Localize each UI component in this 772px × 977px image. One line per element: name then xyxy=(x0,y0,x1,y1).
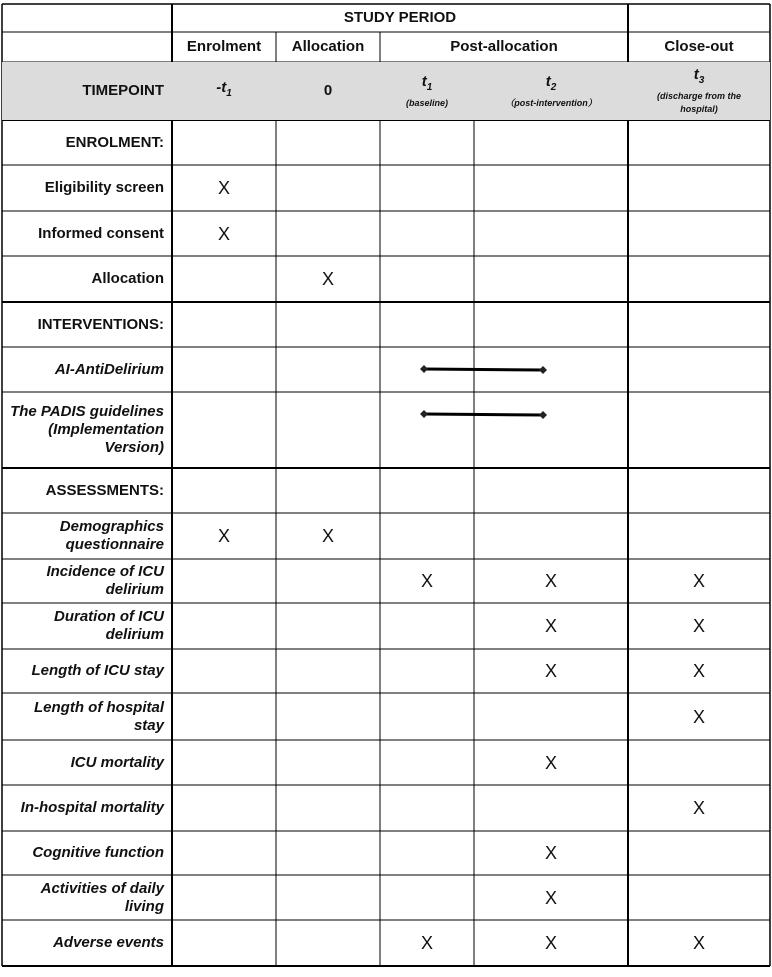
timepoint-label: TIMEPOINT xyxy=(2,62,172,120)
intervention-span-line xyxy=(424,414,543,415)
timepoint-t2: $t_2$ （post-intervention） xyxy=(474,62,628,120)
schedule-mark: X xyxy=(692,616,705,636)
schedule-mark: X xyxy=(217,526,230,546)
schedule-mark: X xyxy=(544,661,557,681)
timepoint-enrolment: $-t_1$ xyxy=(172,62,276,120)
schedule-mark: X xyxy=(544,752,557,773)
schedule-mark: X xyxy=(692,798,705,818)
schedule-mark: X xyxy=(692,661,705,681)
schedule-mark: X xyxy=(321,526,334,546)
enrolment-header: Enrolment xyxy=(186,38,262,55)
row-label: Activities of daily living xyxy=(40,879,164,915)
schedule-mark: X xyxy=(217,178,230,198)
schedule-mark: X xyxy=(321,269,334,289)
schedule-mark: X xyxy=(420,933,433,953)
row-label: The PADIS guidelines (Implementation Version) xyxy=(10,403,164,456)
row-label: In-hospital mortality xyxy=(20,799,164,816)
row-label: ICU mortality xyxy=(70,753,164,771)
row-label: Demographics questionnaire xyxy=(59,518,164,553)
span-endpoint-diamond xyxy=(420,365,428,373)
schedule-mark: X xyxy=(544,843,557,863)
row-label: Incidence of ICU delirium xyxy=(46,563,164,598)
study-period-header: STUDY PERIOD xyxy=(343,9,457,26)
span-endpoint-diamond xyxy=(539,366,547,374)
row-label: Duration of ICU delirium xyxy=(54,608,164,643)
schedule-mark: X xyxy=(692,706,705,727)
section-heading: INTERVENTIONS: xyxy=(37,315,164,333)
close-out-header: Close-out xyxy=(664,38,734,55)
row-label: Length of hospital stay xyxy=(34,698,164,734)
schedule-mark: X xyxy=(217,223,230,244)
row-label: Adverse events xyxy=(53,934,164,951)
schedule-mark: X xyxy=(544,616,557,636)
section-heading: ENROLMENT: xyxy=(65,133,164,151)
timepoint-allocation: 0 xyxy=(276,62,380,120)
row-label: Eligibility screen xyxy=(44,179,164,196)
row-label: AI-AntiDelirium xyxy=(54,360,164,378)
row-label: Allocation xyxy=(91,270,164,287)
schedule-mark: X xyxy=(692,933,705,953)
allocation-header: Allocation xyxy=(291,38,365,55)
timepoint-t1: $t_1$ (baseline) xyxy=(380,62,474,120)
schedule-mark: X xyxy=(420,571,433,591)
post-allocation-header: Post-allocation xyxy=(450,38,558,55)
timepoint-t3: $t_3$ (discharge from the hospital) xyxy=(628,62,770,120)
schedule-mark: X xyxy=(544,933,557,953)
schedule-mark: X xyxy=(692,571,705,591)
span-endpoint-diamond xyxy=(539,411,547,419)
span-endpoint-diamond xyxy=(420,410,428,418)
row-label: Informed consent xyxy=(38,224,164,242)
row-label: Length of ICU stay xyxy=(31,662,164,679)
schedule-mark: X xyxy=(544,887,557,908)
schedule-mark: X xyxy=(544,571,557,591)
row-label: Cognitive function xyxy=(32,844,164,861)
intervention-span-line xyxy=(424,369,543,370)
section-heading: ASSESSMENTS: xyxy=(45,481,164,499)
